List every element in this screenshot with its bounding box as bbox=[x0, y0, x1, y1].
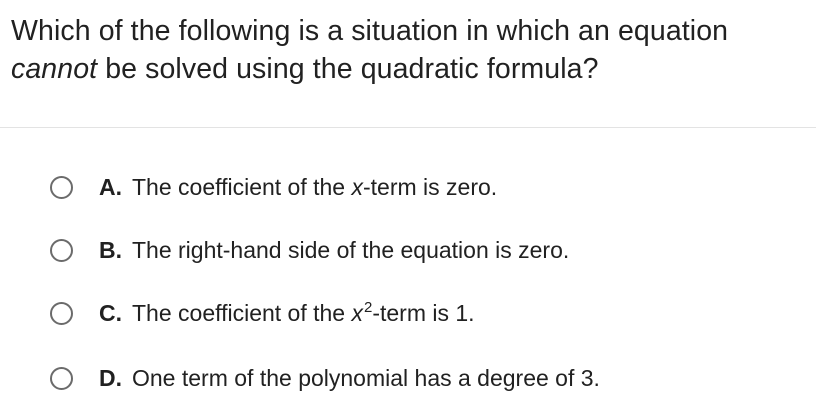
choice-a-text-before: The coefficient of the bbox=[132, 173, 352, 200]
question-line-2-text: be solved using the quadratic formula? bbox=[97, 53, 599, 85]
choice-c-text-before: The coefficient of the bbox=[132, 299, 352, 326]
radio-button-c[interactable] bbox=[50, 302, 73, 325]
choice-a-text-after: -term is zero. bbox=[363, 173, 498, 200]
choice-a-variable: x bbox=[351, 173, 363, 200]
choice-a-text bbox=[132, 174, 497, 201]
choice-c[interactable] bbox=[50, 293, 475, 333]
choice-b-letter: B. bbox=[99, 236, 122, 263]
question-emphasis: cannot bbox=[11, 53, 98, 85]
choice-c-letter: C. bbox=[99, 299, 122, 326]
choice-a[interactable] bbox=[50, 167, 497, 207]
choice-c-superscript: 2 bbox=[364, 298, 373, 316]
choice-b[interactable] bbox=[50, 230, 569, 270]
choice-d-letter: D. bbox=[99, 364, 122, 391]
choice-b-text: The right-hand side of the equation is zero. bbox=[132, 236, 570, 263]
question-line-2 bbox=[11, 50, 811, 88]
choice-d-text: One term of the polynomial has a degree of 3. bbox=[132, 364, 600, 391]
radio-button-a[interactable] bbox=[50, 176, 73, 199]
question-prompt bbox=[11, 12, 811, 88]
choice-d[interactable] bbox=[50, 358, 600, 398]
radio-button-d[interactable] bbox=[50, 367, 73, 390]
radio-button-b[interactable] bbox=[50, 239, 73, 262]
question-line-1: Which of the following is a situation in which an equation bbox=[11, 15, 729, 47]
choice-c-text-after: -term is 1. bbox=[372, 299, 475, 326]
divider bbox=[0, 127, 816, 128]
choice-a-letter: A. bbox=[99, 173, 122, 200]
choice-c-variable: x bbox=[351, 299, 363, 326]
choice-c-text bbox=[132, 300, 475, 327]
